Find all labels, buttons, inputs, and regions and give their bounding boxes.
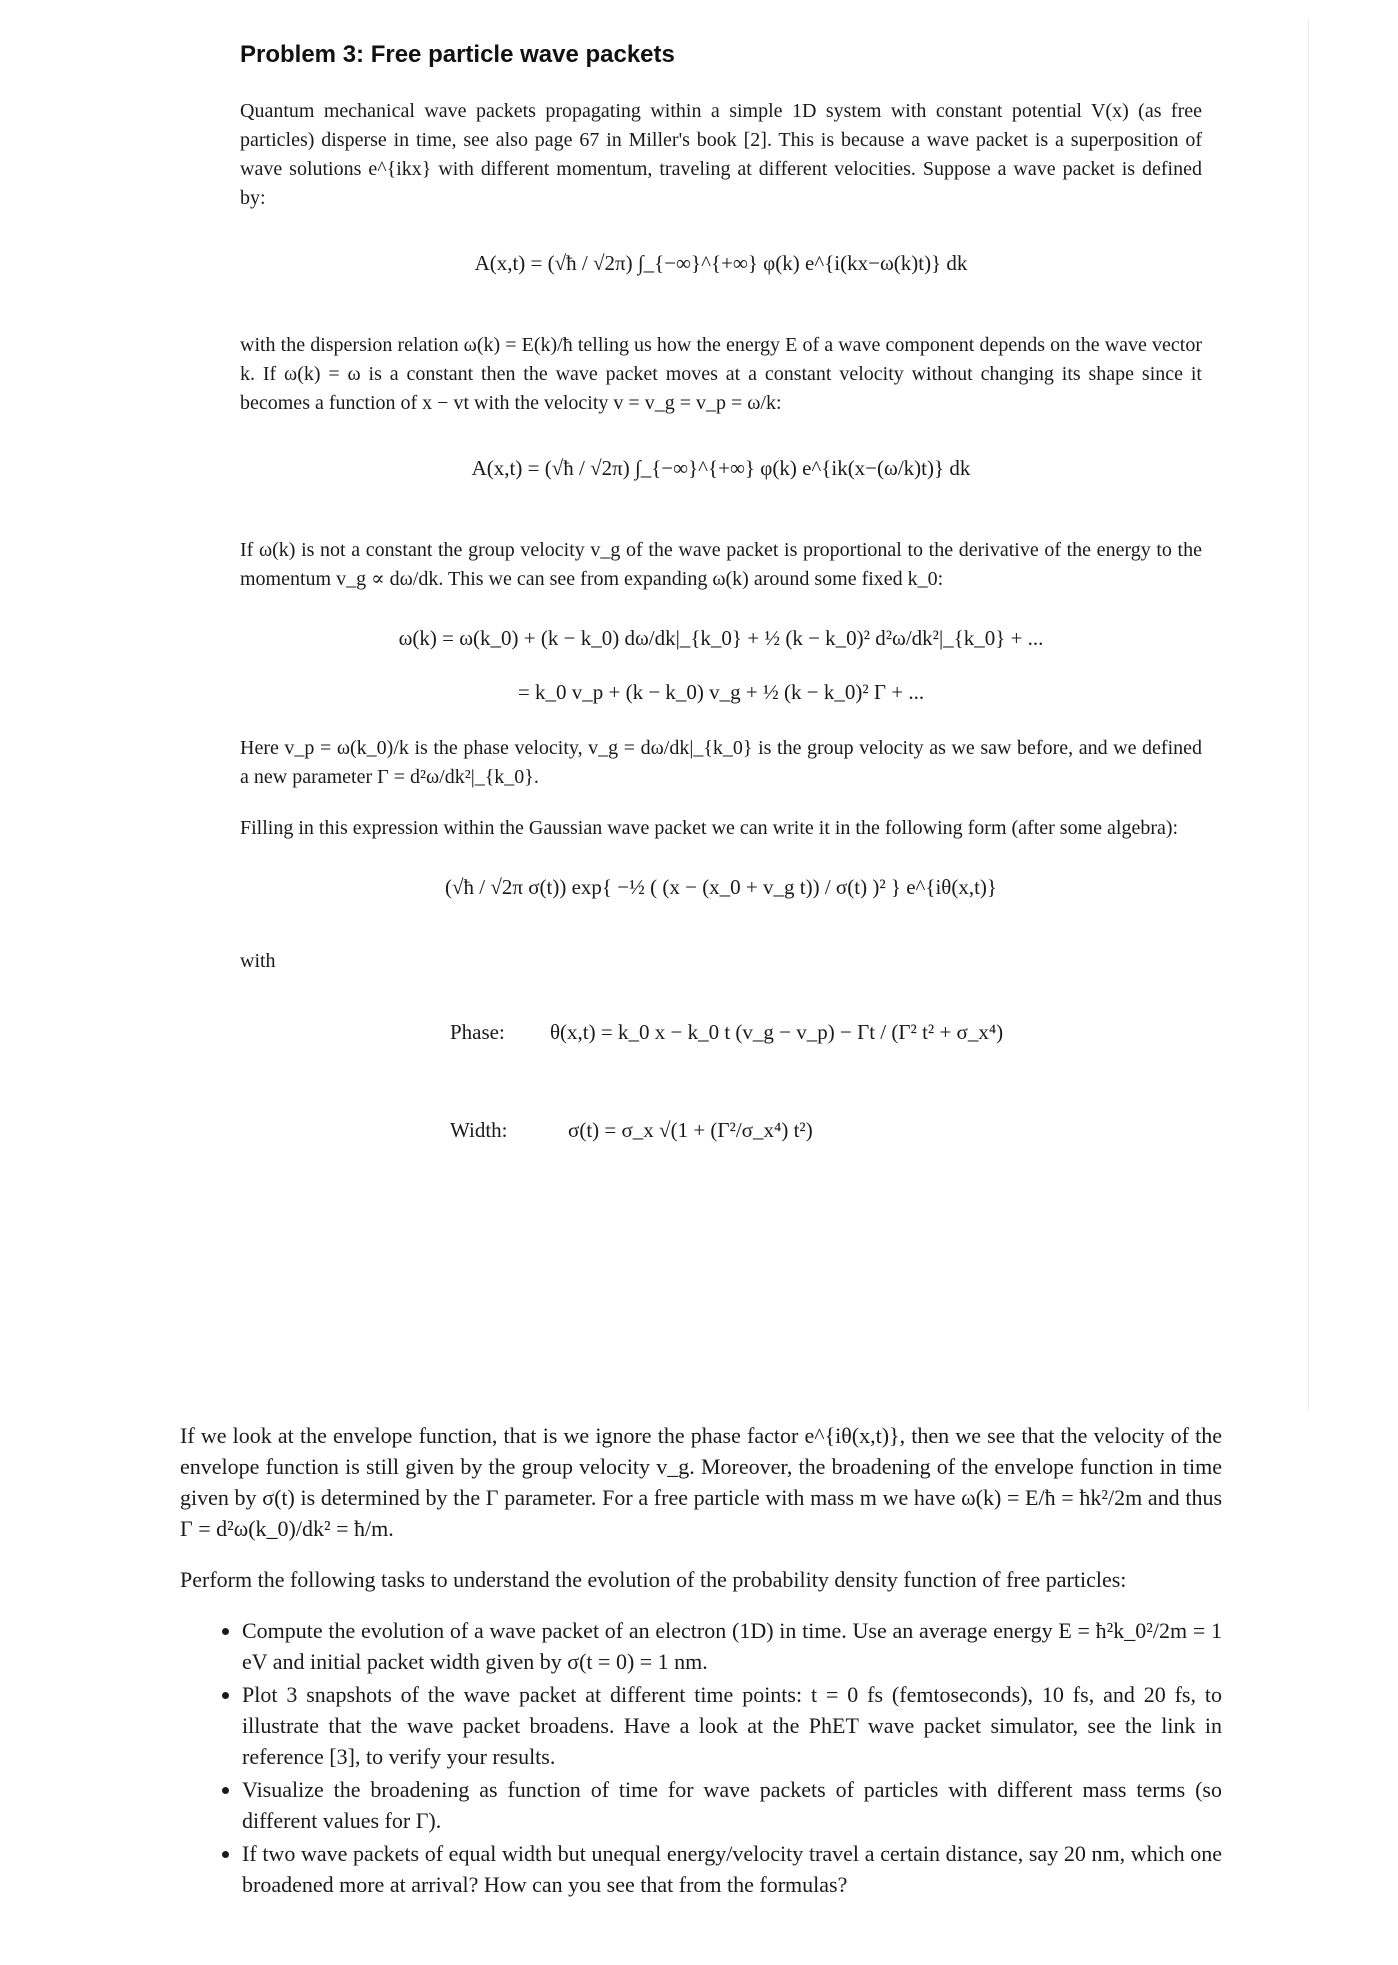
task-item: • Compute the evolution of a wave packet of an electron (1D) in time. Use an average energy E = ħ²k_0²/2m = 1 eV and initial packet width given by σ(t = 0) = 1 nm. xyxy=(242,1615,1222,1677)
phase-formula: θ(x,t) = k_0 x − k_0 t (v_g − v_p) − Γt / (Γ² t² + σ_x⁴) xyxy=(550,1020,1004,1044)
width-label: Width: xyxy=(450,1118,508,1142)
equation-width xyxy=(240,1086,1202,1192)
with-label: with xyxy=(240,950,276,972)
equation-text: A(x,t) = (√ħ / √2π) ∫_{−∞}^{+∞} φ(k) e^{i(kx−ω(k)t)} dk xyxy=(474,251,968,275)
parameters-paragraph: Here v_p = ω(k_0)/k is the phase velocity, v_g = dω/dk|_{k_0} is the group velocity as we saw before, and we defined a new parameter Γ = d²ω/dk²|_{k_0}. xyxy=(240,737,1202,788)
expansion-line-1: ω(k) = ω(k_0) + (k − k_0) dω/dk|_{k_0} + ½ (k − k_0)² d²ω/dk²|_{k_0} + ... xyxy=(398,626,1044,650)
phase-label: Phase: xyxy=(450,1020,505,1044)
group-velocity-paragraph: If ω(k) is not a constant the group velocity v_g of the wave packet is proportional to the derivative of the energy to the momentum v_g ∝ dω/dk. This we can see from expanding ω(k) around some fixed k_0: xyxy=(240,539,1202,590)
equation-phase xyxy=(240,1004,1202,1086)
expansion-line-2: = k_0 v_p + (k − k_0) v_g + ½ (k − k_0)² Γ + ... xyxy=(517,680,925,704)
task-list xyxy=(180,1615,1222,1900)
intro-paragraph: Quantum mechanical wave packets propagating within a simple 1D system with constant potential V(x) (as free particles) disperse in time, see also page 67 in Miller's book [2]. This is because a wave packet is a superposition of wave solutions e^{ikx} with different momentum, traveling at different velocities. Suppose a wave packet is defined by: xyxy=(240,100,1202,209)
equation-text: (√ħ / √2π σ(t)) exp{ −½ ( (x − (x_0 + v_g t)) / σ(t) )² } e^{iθ(x,t)} xyxy=(445,875,997,899)
equation-expansion xyxy=(240,594,1202,734)
equation-text: A(x,t) = (√ħ / √2π) ∫_{−∞}^{+∞} φ(k) e^{ik(x−(ω/k)t)} dk xyxy=(471,456,971,480)
equation-gaussian xyxy=(240,843,1202,933)
task-item: • Plot 3 snapshots of the wave packet at different time points: t = 0 fs (femtoseconds), 10 fs, and 20 fs, to illustrate that the wave packet broadens. Have a look at the PhET wave packet simulator, see the link in reference [3], to verify your results. xyxy=(242,1679,1222,1772)
page-edge xyxy=(1308,20,1309,1410)
dispersion-paragraph: with the dispersion relation ω(k) = E(k)/ħ telling us how the energy E of a wave component depends on the wave vector k. If ω(k) = ω is a constant then the wave packet moves at a constant velocity without changing its shape since it becomes a function of x − vt with the velocity v = v_g = v_p = ω/k: xyxy=(240,334,1202,414)
filling-paragraph: Filling in this expression within the Gaussian wave packet we can write it in the following form (after some algebra): xyxy=(240,817,1179,839)
equation-constant-velocity xyxy=(240,418,1202,536)
problem-title: Problem 3: Free particle wave packets xyxy=(240,41,675,68)
envelope-paragraph: If we look at the envelope function, that is we ignore the phase factor e^{iθ(x,t)}, then we see that the velocity of the envelope function is still given by the group velocity v_g. Moreover, the broadening of the envelope function in time given by σ(t) is determined by the Γ parameter. For a free particle with mass m we have ω(k) = E/ħ = ħk²/2m and thus Γ = d²ω(k_0)/dk² = ħ/m. xyxy=(180,1423,1222,1541)
task-item: • If two wave packets of equal width but unequal energy/velocity travel a certain distance, say 20 nm, which one broadened more at arrival? How can you see that from the formulas? xyxy=(242,1838,1222,1900)
task-item: • Visualize the broadening as function of time for wave packets of particles with different mass terms (so different values for Γ). xyxy=(242,1774,1222,1836)
lower-page xyxy=(180,1420,1222,1902)
width-formula: σ(t) = σ_x √(1 + (Γ²/σ_x⁴) t²) xyxy=(568,1118,813,1142)
upper-page xyxy=(240,40,1202,1192)
equation-wave-packet xyxy=(240,213,1202,331)
tasks-intro-paragraph: Perform the following tasks to understand the evolution of the probability density function of free particles: xyxy=(180,1567,1127,1592)
